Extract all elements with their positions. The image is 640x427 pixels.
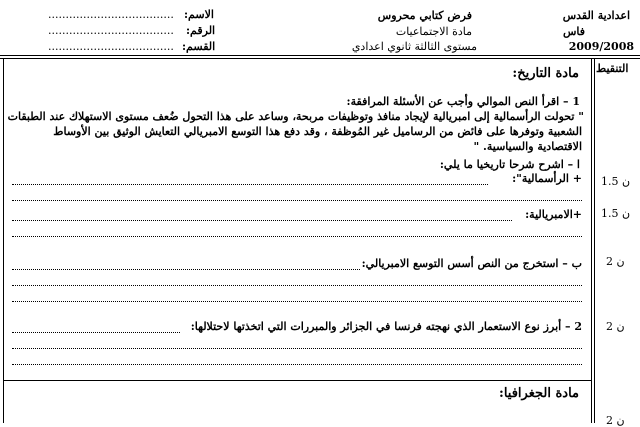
answer-line[interactable] bbox=[12, 348, 582, 349]
number-label: الرقم: bbox=[186, 24, 216, 37]
answer-line[interactable] bbox=[12, 364, 582, 365]
history-text-line2: الشعبية وتوفرها على فائض من الرساميل غير المُوظفة ، وقد دفع هذا التوسع الامبريالي التعايش الوثيق بين الأوساط bbox=[53, 125, 582, 138]
answer-line[interactable] bbox=[12, 220, 512, 221]
grading-column-divider-double bbox=[594, 58, 595, 423]
grading-column-divider bbox=[591, 58, 592, 423]
question-a: ا – اشرح شرحا تاريخيا ما يلي: bbox=[439, 158, 580, 171]
city-name: فاس bbox=[562, 25, 585, 38]
frame-left-border bbox=[3, 58, 4, 423]
score-capitalism: 1.5 ن bbox=[601, 175, 631, 188]
number-field[interactable]: .................................... bbox=[48, 24, 174, 37]
class-label: القسم: bbox=[182, 40, 216, 53]
score-question-b: 2 ن bbox=[606, 255, 625, 268]
answer-line[interactable] bbox=[12, 200, 582, 201]
score-imperialism: 1.5 ن bbox=[601, 207, 631, 220]
score-geography-q1: 2 ن bbox=[606, 414, 625, 427]
answer-line[interactable] bbox=[12, 269, 360, 270]
exam-title: فرض كتابي محروس bbox=[377, 9, 472, 22]
history-title: مادة التاريخ: bbox=[512, 66, 579, 81]
level-name: مستوى الثالثة ثانوي اعدادي bbox=[351, 40, 477, 53]
question-b: ب – استخرج من النص أسس التوسع الامبريالي: bbox=[361, 257, 582, 270]
subject-name: مادة الاجتماعيات bbox=[395, 25, 472, 38]
section-separator bbox=[3, 380, 591, 381]
school-year: 2009/2008 bbox=[568, 40, 634, 53]
name-field[interactable]: .................................... bbox=[48, 8, 174, 21]
grading-column-label: التنقيط bbox=[596, 62, 629, 75]
history-text-line1: " تحولت الرأسمالية إلى امبريالية لإيجاد منافذ وتوظيفات مربحة، وساعد على هذا التحول ضُعف مستوى الاستهلاك عند الطبقات bbox=[7, 110, 584, 123]
term-imperialism: +الامبريالية: bbox=[525, 208, 582, 221]
answer-line[interactable] bbox=[12, 301, 582, 302]
header-bottom-border-double bbox=[0, 58, 640, 59]
answer-line[interactable] bbox=[12, 332, 180, 333]
class-field[interactable]: .................................... bbox=[48, 40, 174, 53]
answer-line[interactable] bbox=[12, 236, 582, 237]
name-label: الاسم: bbox=[184, 8, 214, 21]
history-q1-instruction: 1 – اقرأ النص الموالي وأجب عن الأسئلة المرافقة: bbox=[346, 95, 580, 108]
header-bottom-border bbox=[0, 55, 640, 56]
geography-title: مادة الجغرافيا: bbox=[499, 386, 579, 401]
school-name: اعدادية القدس bbox=[562, 9, 630, 22]
answer-line[interactable] bbox=[12, 285, 582, 286]
question-2: 2 – أبرز نوع الاستعمار الذي نهجته فرنسا في الجزائر والمبررات التي اتخذتها لاحتلالها: bbox=[190, 320, 582, 333]
score-question-2: 2 ن bbox=[606, 320, 625, 333]
answer-line[interactable] bbox=[12, 184, 488, 185]
history-text-line3: الاقتصادية والسياسية. " bbox=[473, 140, 582, 153]
term-capitalism: + الرأسمالية": bbox=[512, 172, 582, 185]
